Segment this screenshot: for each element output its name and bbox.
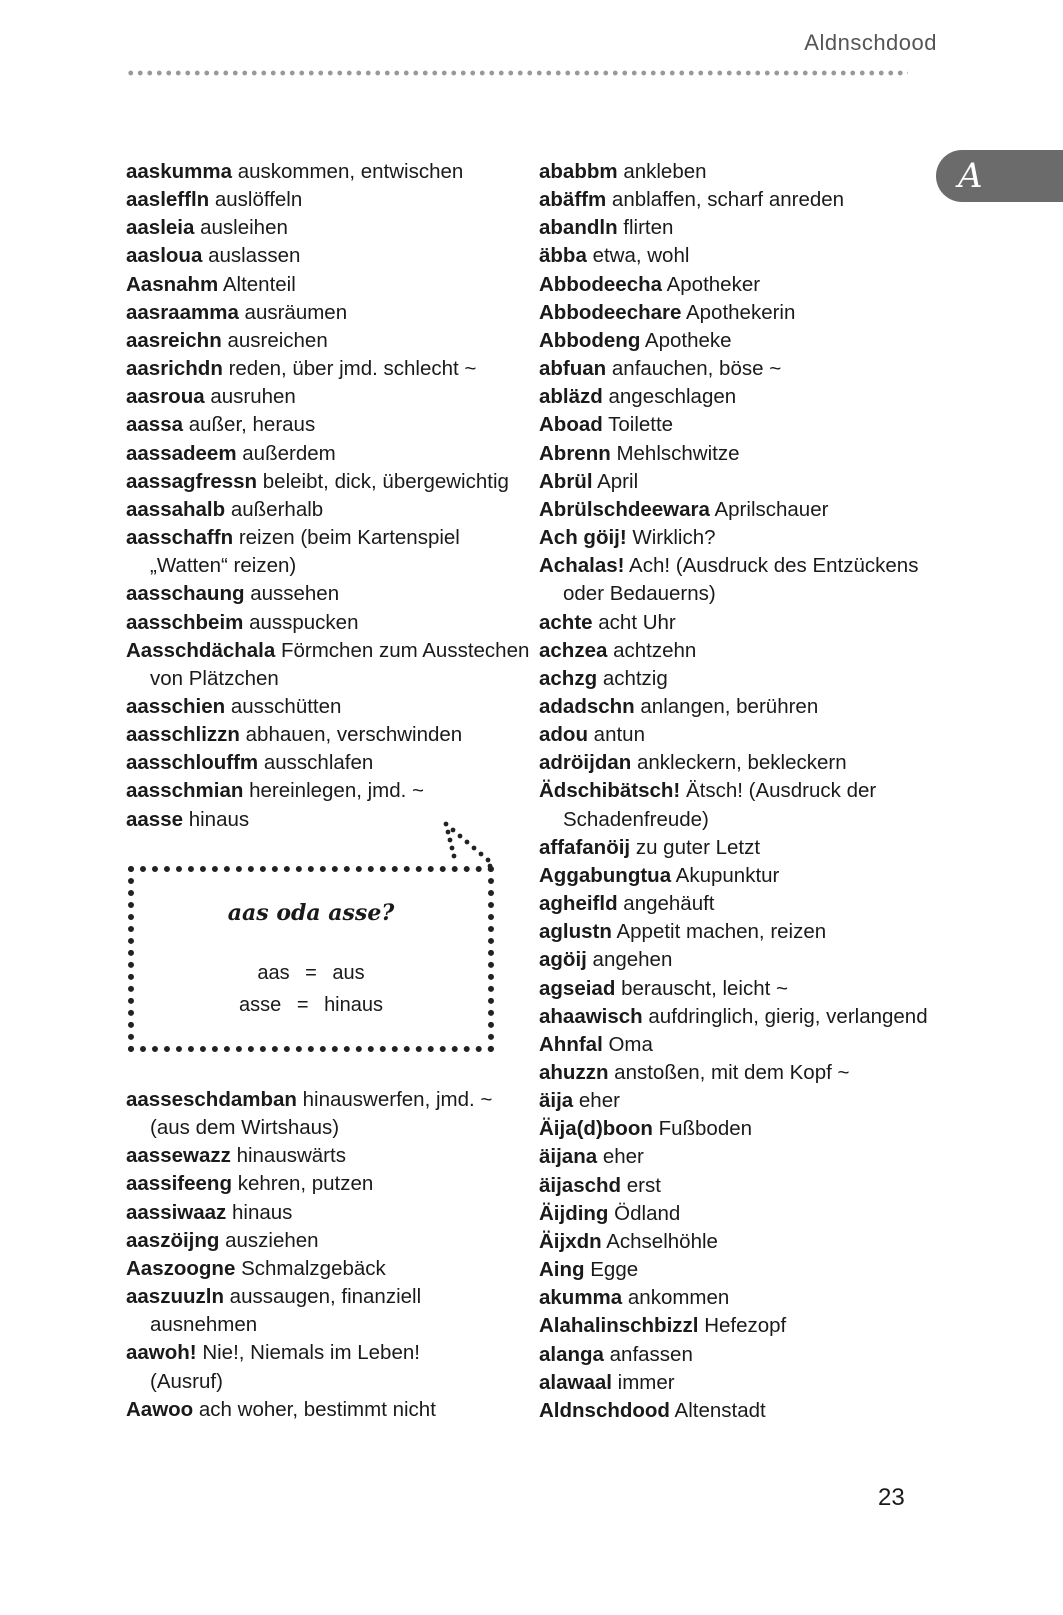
dictionary-entry [126, 637, 530, 665]
definition: ankommen [627, 1286, 730, 1310]
headword: Achalas! [539, 554, 625, 578]
headword: achzg [539, 666, 598, 690]
definition: Apotheke [644, 328, 732, 352]
definition: Egge [590, 1258, 639, 1282]
definition: ankleckern, bekleckern [636, 751, 847, 775]
headword: aassa [126, 413, 184, 437]
dictionary-entry [539, 440, 939, 468]
definition: achtzig [602, 666, 668, 690]
headword: adröijdan [539, 751, 632, 775]
headword: äijana [539, 1145, 598, 1169]
definition-continuation: „Watten“ reizen) [150, 554, 297, 578]
dictionary-entry [126, 242, 516, 270]
definition: Altenstadt [674, 1398, 766, 1422]
headword: aasschbeim [126, 610, 244, 634]
headword: ahuzzn [539, 1061, 609, 1084]
dictionary-entry [126, 609, 516, 637]
dictionary-entry [539, 609, 939, 637]
definition: Ach! (Ausdruck des Entzückens [629, 554, 919, 578]
dictionary-entry [126, 496, 516, 524]
definition: auslassen [208, 244, 301, 268]
dictionary-entry [126, 693, 516, 721]
headword: aasse [126, 807, 184, 831]
dictionary-entry [126, 749, 516, 777]
definition: Apotheker [666, 272, 761, 296]
dotted-rule [126, 70, 908, 76]
letter-tab [936, 150, 1063, 202]
dictionary-entry [126, 411, 516, 439]
headword: agseiad [539, 976, 616, 1000]
definition: Ödland [614, 1201, 681, 1225]
definition: hinauswärts [236, 1144, 346, 1168]
dictionary-entry [539, 1369, 939, 1397]
headword: aasraamma [126, 300, 239, 324]
definition: angehen [592, 948, 673, 972]
headword: achzea [539, 638, 608, 662]
definition: Achselhöhle [606, 1229, 718, 1253]
dictionary-entry [539, 862, 939, 890]
headword: affafanöij [539, 835, 631, 859]
headword: alanga [539, 1342, 604, 1366]
dictionary-entry [126, 721, 516, 749]
headword: akumma [539, 1286, 623, 1310]
headword: aasschmian [126, 779, 244, 803]
definition: ausspucken [249, 610, 359, 634]
definition: Förmchen zum Ausstechen [280, 638, 530, 662]
headword: abandln [539, 216, 618, 240]
headword: aassifeeng [126, 1172, 232, 1196]
dictionary-entry [539, 524, 939, 552]
dictionary-entry [539, 1087, 939, 1115]
headword: aaszöijng [126, 1228, 220, 1252]
definition: ausleihen [200, 216, 288, 240]
dictionary-entry [539, 468, 939, 496]
dictionary-entry [126, 214, 516, 242]
dictionary-entry [539, 214, 939, 242]
running-head: Aldnschdood [804, 30, 937, 55]
dictionary-entry [126, 1283, 516, 1311]
dictionary-entry [539, 496, 939, 524]
headword: Ahnfal [539, 1032, 603, 1056]
headword: Abbodeechare [539, 300, 682, 324]
definition: angeschlagen [608, 385, 737, 409]
headword: achte [539, 610, 593, 634]
headword: Aawoo [126, 1397, 194, 1421]
headword: aglustn [539, 920, 612, 944]
dictionary-entry [539, 975, 939, 1003]
dictionary-entry [126, 383, 516, 411]
headword: aasleia [126, 216, 195, 240]
headword: aasschlouffm [126, 751, 259, 775]
headword: Aaszoogne [126, 1256, 236, 1280]
definition: Altenteil [222, 272, 296, 296]
definition: hereinlegen, jmd. ~ [249, 779, 425, 803]
headword: aassadeem [126, 441, 237, 465]
dictionary-entry [539, 721, 939, 749]
dictionary-entry [126, 524, 516, 552]
headword: aasseschdamban [126, 1088, 297, 1111]
row-meaning: hinaus [324, 994, 383, 1016]
info-box-title: aas oda asse? [227, 900, 395, 926]
definition: ausruhen [210, 385, 296, 409]
info-box-row [128, 994, 494, 1017]
definition-continuation: (Ausruf) [150, 1369, 223, 1393]
dictionary-entry [539, 158, 939, 186]
definition: anfauchen, böse ~ [611, 357, 782, 381]
headword: Aldnschdood [539, 1398, 670, 1422]
definition: Mehlschwitze [616, 441, 740, 465]
info-box-row [128, 962, 494, 985]
definition: abhauen, verschwinden [245, 723, 463, 747]
definition: acht Uhr [598, 610, 676, 634]
dictionary-entry [126, 355, 516, 383]
headword: aasreichn [126, 328, 222, 352]
definition: außer, heraus [188, 413, 316, 437]
dictionary-entry [539, 890, 939, 918]
dictionary-entry [539, 1312, 939, 1340]
headword: Äija(d)boon [539, 1117, 653, 1141]
definition: hinaus [232, 1200, 293, 1224]
dictionary-entry [539, 1284, 939, 1312]
row-term: asse [239, 994, 282, 1016]
dictionary-entry [126, 1142, 516, 1170]
dictionary-entry [539, 946, 939, 974]
headword: Alahalinschbizzl [539, 1314, 699, 1338]
definition: Appetit machen, reizen [616, 920, 827, 944]
dictionary-entry [539, 383, 939, 411]
headword: aasschien [126, 694, 226, 718]
dictionary-entry [539, 1143, 939, 1171]
headword: äija [539, 1089, 574, 1113]
dictionary-entry [539, 355, 939, 383]
dictionary-entry [539, 1228, 939, 1256]
dictionary-entry [539, 327, 939, 355]
definition: anlangen, berühren [640, 694, 819, 718]
definition-continuation: ausnehmen [150, 1313, 258, 1337]
definition: auskommen, entwischen [237, 160, 464, 183]
dictionary-entry [539, 186, 939, 214]
headword: aaskumma [126, 160, 232, 183]
definition: anblaffen, scharf anreden [611, 188, 845, 212]
definition: außerhalb [230, 497, 324, 521]
headword: äbba [539, 244, 587, 268]
dictionary-entry [539, 552, 939, 580]
row-term: aas [257, 962, 290, 984]
headword: aassiwaaz [126, 1200, 227, 1224]
dictionary-entry [539, 299, 939, 327]
definition: aussehen [250, 582, 340, 606]
definition: hinaus [188, 807, 250, 831]
definition: etwa, wohl [592, 244, 690, 268]
dictionary-entry [126, 468, 516, 496]
definition: berauscht, leicht ~ [621, 976, 789, 1000]
definition: ach woher, bestimmt nicht [198, 1397, 436, 1421]
definition: ausreichen [227, 328, 328, 352]
definition: zu guter Letzt [635, 835, 761, 859]
definition: reden, über jmd. schlecht ~ [228, 357, 477, 381]
headword: abfuan [539, 357, 607, 381]
definition: Aprilschauer [714, 497, 829, 521]
headword: Aboad [539, 413, 603, 437]
headword: ababbm [539, 160, 618, 183]
dictionary-entry [126, 299, 516, 327]
definition: April [597, 469, 639, 493]
headword: aasschaung [126, 582, 245, 606]
headword: adou [539, 723, 588, 747]
page-number: 23 [878, 1484, 905, 1511]
headword: aasloua [126, 244, 203, 268]
dictionary-entry [539, 637, 939, 665]
headword: aaszuuzln [126, 1285, 224, 1309]
dictionary-entry [126, 580, 516, 608]
definition: kehren, putzen [237, 1172, 374, 1196]
definition: Nie!, Niemals im Leben! [202, 1341, 420, 1365]
headword: aasschlizzn [126, 723, 240, 747]
definition: Schmalzgebäck [241, 1256, 386, 1280]
dictionary-entry [539, 1059, 939, 1087]
headword: adadschn [539, 694, 635, 718]
definition: Oma [608, 1032, 653, 1056]
definition: flirten [623, 216, 674, 240]
definition: Hefezopf [704, 1314, 787, 1338]
headword: abläzd [539, 385, 603, 409]
dictionary-entry [539, 749, 939, 777]
headword: Ädschibätsch! [539, 779, 681, 803]
headword: aasleffln [126, 188, 210, 212]
left-column-top [126, 158, 530, 834]
headword: äijaschd [539, 1173, 622, 1197]
headword: Abrülschdeewara [539, 497, 710, 521]
dictionary-entry [539, 1115, 939, 1143]
dictionary-entry [539, 1031, 939, 1059]
dictionary-entry [539, 777, 939, 805]
dictionary-entry [126, 1339, 516, 1367]
definition: Toilette [608, 413, 674, 437]
headword: Aing [539, 1258, 585, 1282]
definition: ausschütten [230, 694, 342, 718]
right-column [539, 158, 939, 1425]
dictionary-entry [539, 918, 939, 946]
headword: aasrichdn [126, 357, 223, 381]
dictionary-entry [539, 242, 939, 270]
definition: Ätsch! (Ausdruck der [685, 779, 877, 803]
dictionary-entry [539, 665, 939, 693]
dictionary-entry [539, 1341, 939, 1369]
headword: Abbodeecha [539, 272, 663, 296]
headword: aasschaffn [126, 526, 234, 550]
definition: reizen (beim Kartenspiel [238, 526, 460, 550]
definition: außerdem [242, 441, 336, 465]
dictionary-entry [539, 1200, 939, 1228]
headword: agheifld [539, 892, 618, 916]
dictionary-entry [126, 1255, 516, 1283]
definition: Fußboden [658, 1117, 753, 1141]
definition: anstoßen, mit dem Kopf ~ [614, 1061, 850, 1084]
definition-continuation: Schadenfreude) [563, 807, 709, 831]
definition-continuation: (aus dem Wirtshaus) [150, 1116, 340, 1140]
definition: aufdringlich, gierig, verlangend [648, 1004, 928, 1028]
dictionary-entry [126, 271, 516, 299]
dictionary-entry [539, 1397, 939, 1425]
headword: aawoh! [126, 1341, 197, 1365]
definition: ausziehen [225, 1228, 319, 1252]
headword: abäffm [539, 188, 607, 212]
definition: ausräumen [244, 300, 348, 324]
definition: eher [578, 1089, 620, 1113]
definition: immer [617, 1370, 675, 1394]
headword: aassewazz [126, 1144, 231, 1168]
definition: Apothekerin [685, 300, 796, 324]
definition: erst [626, 1173, 661, 1197]
row-equals: = [305, 962, 317, 984]
definition: aussaugen, finanziell [229, 1285, 422, 1309]
headword: agöij [539, 948, 587, 972]
row-meaning: aus [332, 962, 365, 984]
dictionary-entry [126, 186, 516, 214]
definition: achtzehn [613, 638, 697, 662]
dictionary-entry [126, 1199, 516, 1227]
dictionary-entry [126, 327, 516, 355]
definition: ausschlafen [263, 751, 374, 775]
headword: Aggabungtua [539, 863, 672, 887]
dictionary-entry [539, 693, 939, 721]
dictionary-entry [126, 777, 516, 805]
dictionary-entry [539, 1003, 939, 1031]
left-column-bottom [126, 1086, 516, 1424]
headword: Äijding [539, 1201, 609, 1225]
definition: angehäuft [623, 892, 715, 916]
dictionary-entry [539, 271, 939, 299]
definition: beleibt, dick, übergewichtig [262, 469, 509, 493]
headword: aassagfressn [126, 469, 258, 493]
dictionary-entry [126, 1227, 516, 1255]
info-box [128, 866, 494, 1052]
definition-continuation: von Plätzchen [150, 666, 279, 690]
dictionary-entry [539, 1172, 939, 1200]
definition: Akupunktur [675, 863, 780, 887]
headword: alawaal [539, 1370, 612, 1394]
dictionary-entry [539, 834, 939, 862]
definition: Wirklich? [632, 526, 716, 550]
headword: aassahalb [126, 497, 226, 521]
dictionary-entry [126, 1396, 516, 1424]
definition: hinauswerfen, jmd. ~ [302, 1088, 493, 1111]
headword: Abrül [539, 469, 593, 493]
dictionary-entry [539, 411, 939, 439]
definition: auslöffeln [214, 188, 303, 212]
dictionary-entry [539, 1256, 939, 1284]
letter-tab-label: A [958, 156, 983, 196]
headword: aasroua [126, 385, 205, 409]
dictionary-entry [126, 158, 516, 186]
definition: antun [593, 723, 645, 747]
headword: Äijxdn [539, 1229, 602, 1253]
definition: eher [602, 1145, 644, 1169]
dictionary-entry [126, 440, 516, 468]
headword: Abbodeng [539, 328, 641, 352]
dictionary-entry [126, 1170, 516, 1198]
definition-continuation: oder Bedauerns) [563, 582, 716, 606]
definition: ankleben [623, 160, 707, 183]
info-box-border [128, 866, 494, 1052]
headword: Aasnahm [126, 272, 219, 296]
row-equals: = [296, 994, 309, 1016]
headword: Aasschdächala [126, 638, 276, 662]
dictionary-entry [126, 1086, 516, 1114]
definition: anfassen [609, 1342, 693, 1366]
speech-bubble-tail [438, 818, 498, 870]
headword: Ach göij! [539, 526, 627, 550]
headword: ahaawisch [539, 1004, 643, 1028]
headword: Abrenn [539, 441, 611, 465]
